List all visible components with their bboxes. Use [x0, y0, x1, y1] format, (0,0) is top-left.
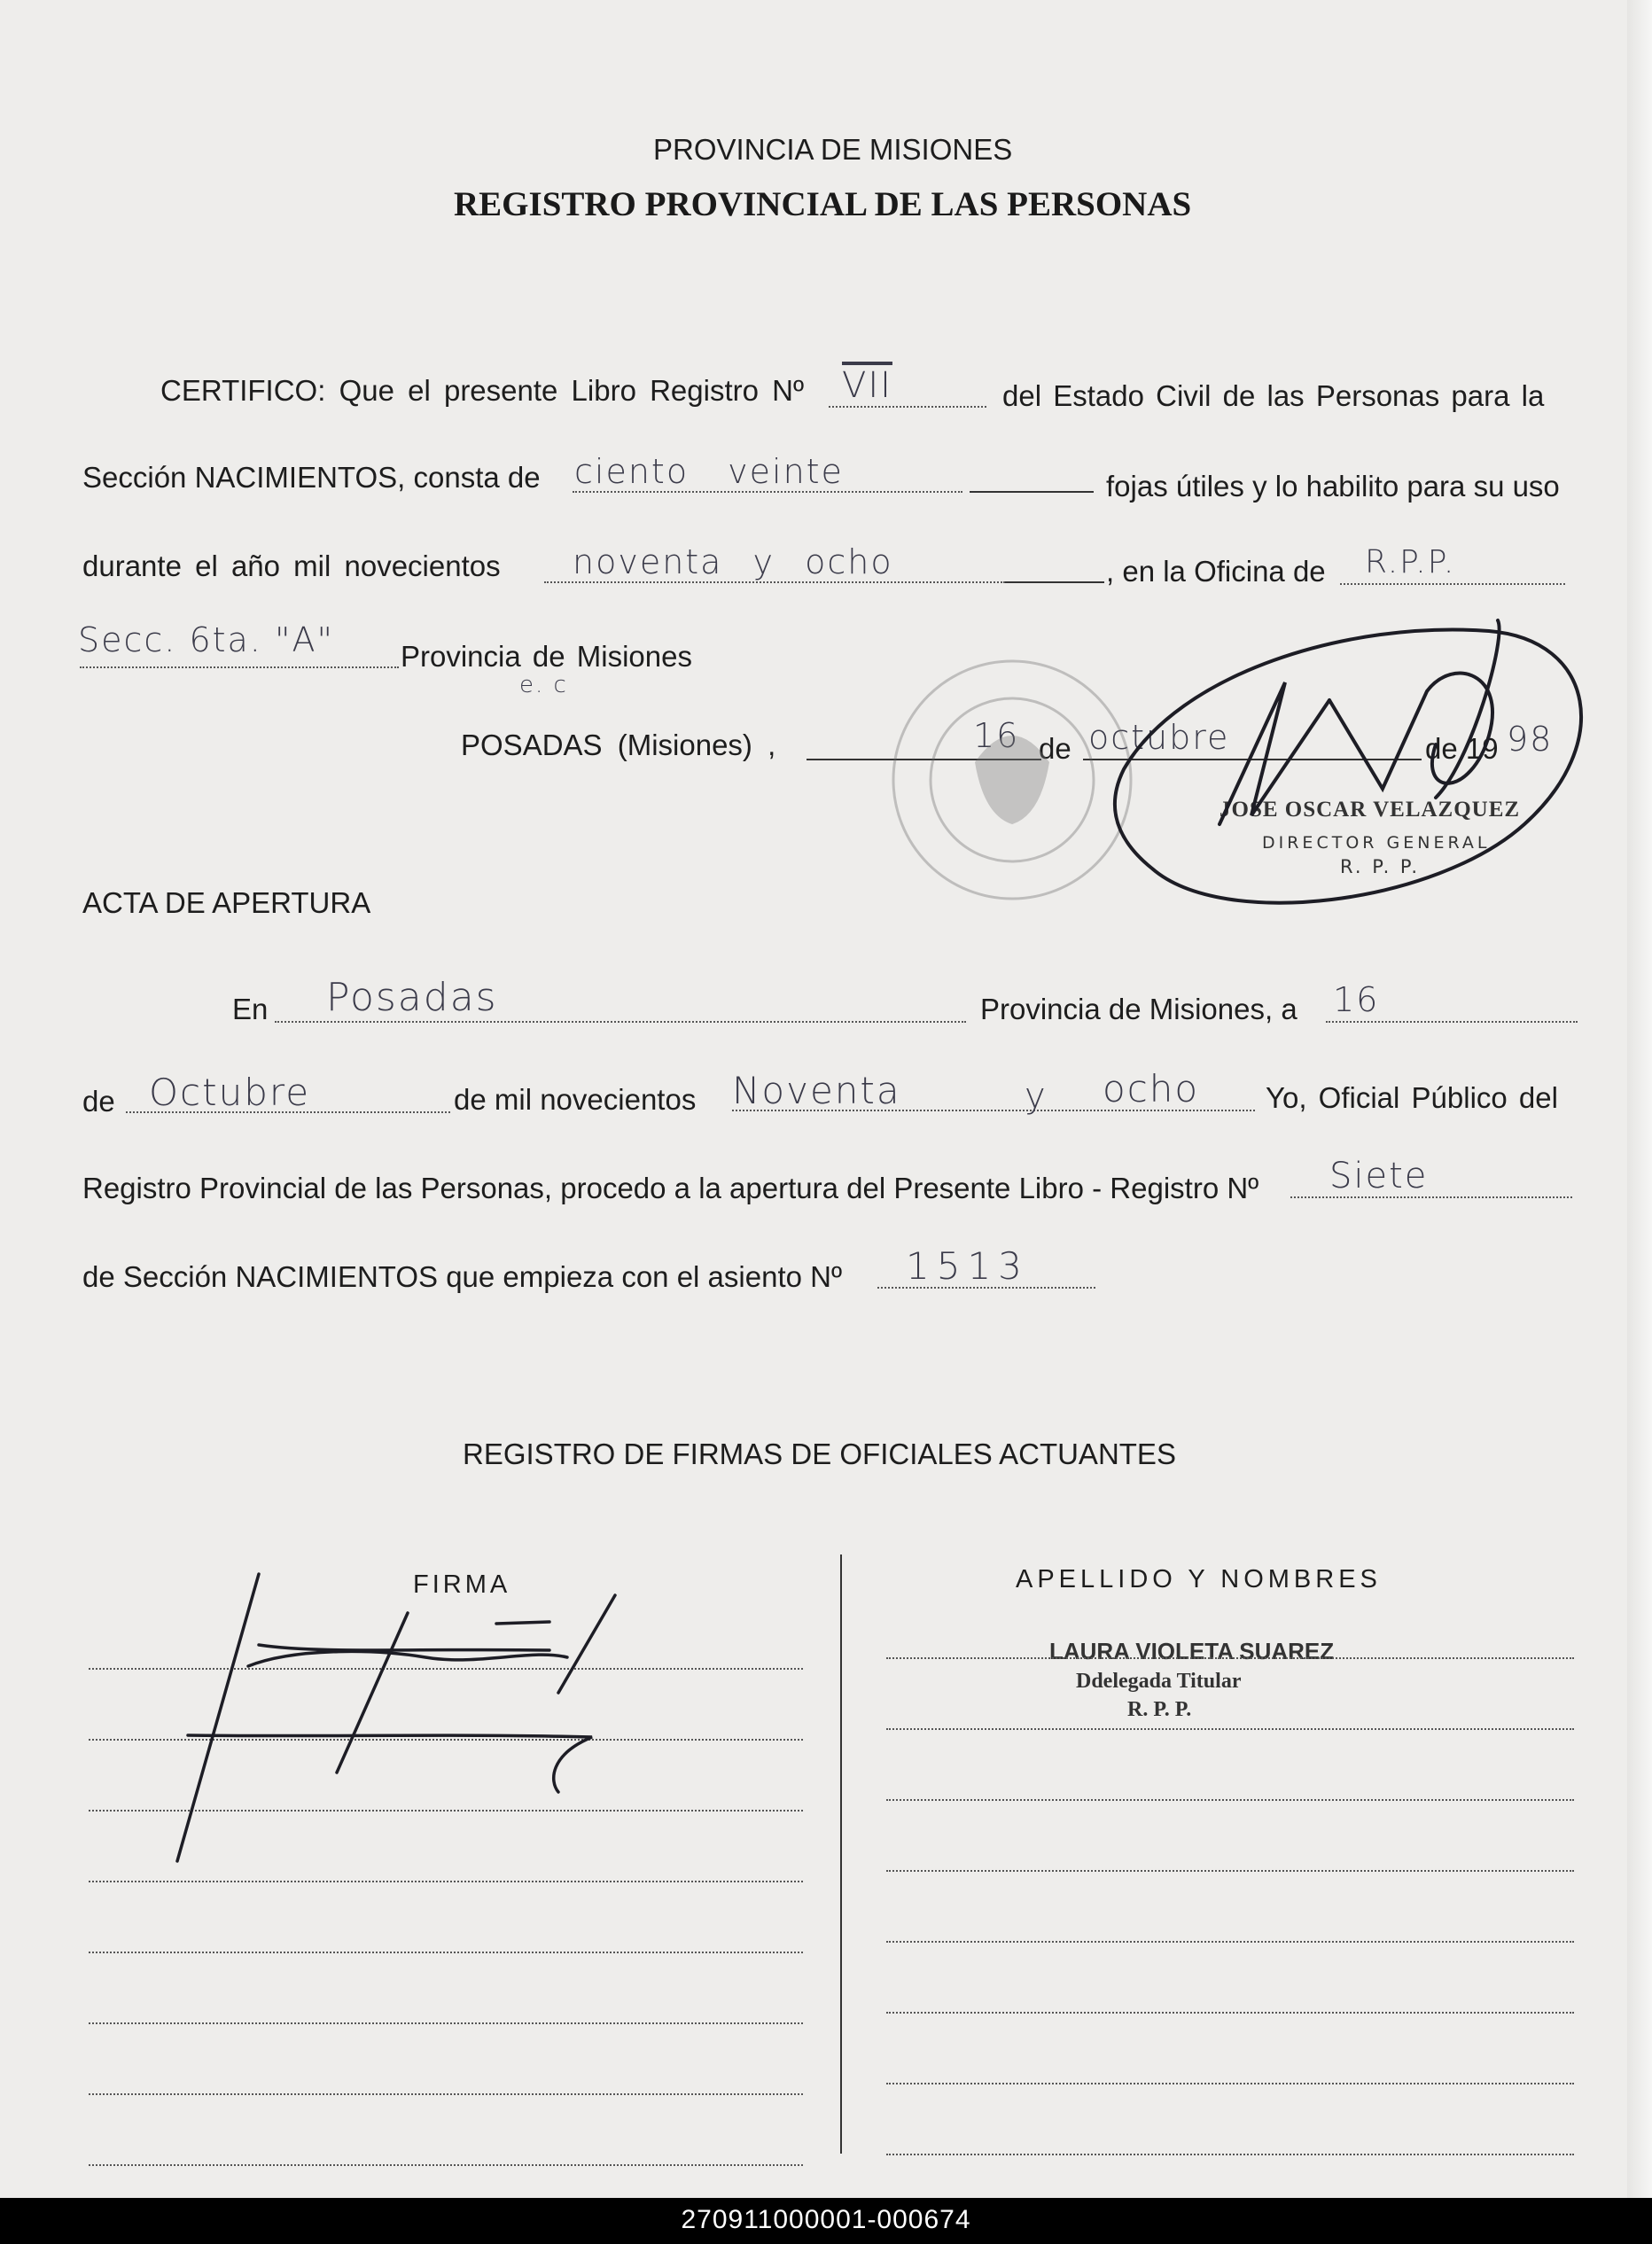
- registry-seal: [893, 661, 1131, 899]
- col-firma: FIRMA: [413, 1570, 511, 1599]
- apertura-yo: Yo, Oficial Público del: [1266, 1081, 1558, 1114]
- apertura-en: En: [232, 993, 269, 1025]
- month: octubre: [1088, 718, 1230, 757]
- cert-line2-a: Sección NACIMIENTOS, consta de: [82, 461, 541, 494]
- year-end: 98: [1507, 720, 1554, 759]
- firmas-title: REGISTRO DE FIRMAS DE OFICIALES ACTUANTES: [463, 1438, 1176, 1470]
- year-words: noventa y ocho: [573, 542, 893, 581]
- cert-line1-b: del Estado Civil de las Personas para la: [1002, 379, 1545, 412]
- apertura-year-3: ocho: [1103, 1067, 1200, 1110]
- col-nombres: APELLIDO Y NOMBRES: [1016, 1565, 1382, 1593]
- apertura-prov: Provincia de Misiones, a: [980, 993, 1297, 1025]
- header-registry: REGISTRO PROVINCIAL DE LAS PERSONAS: [454, 185, 1192, 223]
- place: Posadas: [326, 975, 498, 1020]
- director-signature: [1115, 620, 1581, 903]
- cert-line3-b: , en la Oficina de: [1106, 555, 1326, 588]
- apertura-de: de: [82, 1085, 115, 1118]
- office: R.P.P.: [1365, 544, 1456, 580]
- director-org: R. P. P.: [1340, 856, 1421, 877]
- folios: ciento veinte: [574, 452, 844, 491]
- official-name: LAURA VIOLETA SUAREZ: [1049, 1638, 1335, 1664]
- de-1: de: [1039, 732, 1071, 765]
- apertura-year-2: y: [1025, 1076, 1048, 1117]
- entry-number: 1513: [906, 1244, 1029, 1288]
- header-province: PROVINCIA DE MISIONES: [653, 133, 1013, 166]
- footer-code: 270911000001-000674: [681, 2205, 971, 2234]
- director-name: JOSE OSCAR VELAZQUEZ: [1220, 798, 1521, 822]
- book-number: $\overline{VII}$: [842, 365, 892, 406]
- apertura-year-1: Noventa: [732, 1069, 901, 1112]
- correction-note: e. c: [519, 672, 568, 698]
- apertura-day: 16: [1333, 980, 1380, 1019]
- apertura-line3: Registro Provincial de las Personas, procedo a la apertura del Presente Libro - Registro Nº: [82, 1172, 1259, 1204]
- cert-line4: Provincia de Misiones: [401, 640, 692, 673]
- apertura-month: Octubre: [149, 1071, 311, 1114]
- city-line: POSADAS (Misiones) ,: [461, 729, 776, 761]
- director-title: DIRECTOR GENERAL: [1262, 833, 1491, 853]
- cert-line3-a: durante el año mil novecientos: [82, 549, 501, 582]
- apertura-mil: de mil novecientos: [454, 1083, 697, 1116]
- day: 16: [973, 716, 1020, 755]
- section: Secc. 6ta. "A": [78, 620, 334, 659]
- footer-bar: [0, 2198, 1652, 2244]
- official-title: Ddelegada Titular: [1076, 1670, 1242, 1693]
- apertura-title: ACTA DE APERTURA: [82, 886, 371, 919]
- book-words: Siete: [1329, 1156, 1429, 1196]
- cert-line1-a: CERTIFICO: Que el presente Libro Registro Nº: [160, 374, 805, 407]
- de-2: de 19: [1425, 732, 1499, 765]
- officer-signature: [177, 1574, 615, 1861]
- apertura-line4: de Sección NACIMIENTOS que empieza con el asiento Nº: [82, 1260, 843, 1293]
- official-org: R. P. P.: [1127, 1698, 1192, 1721]
- cert-line2-b: fojas útiles y lo habilito para su uso: [1106, 470, 1560, 503]
